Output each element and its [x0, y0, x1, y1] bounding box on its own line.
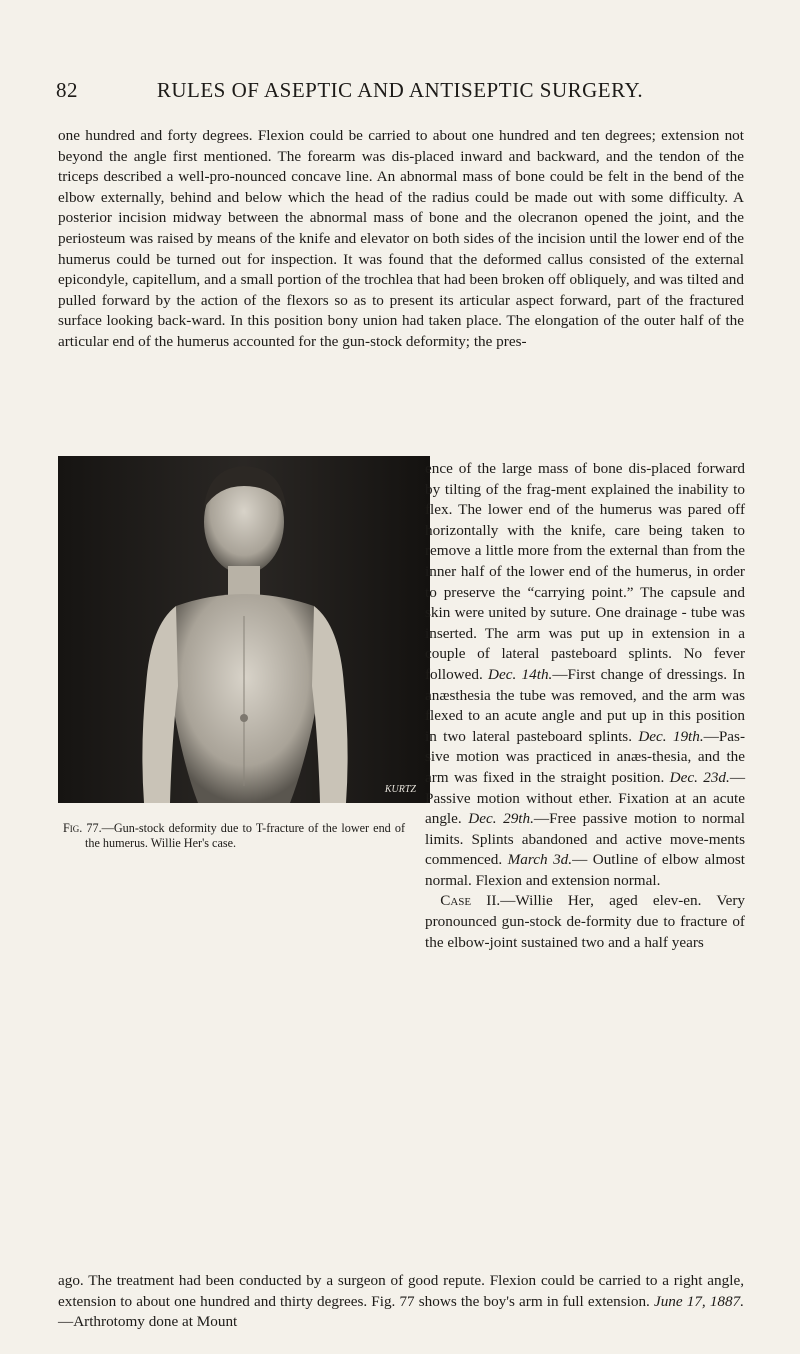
- figure-photograph: [58, 456, 430, 803]
- date-march-3: March 3d.: [507, 851, 573, 869]
- date-dec-29: Dec. 29th.: [468, 810, 534, 828]
- date-dec-14: Dec. 14th.: [488, 665, 553, 683]
- running-title: RULES OF ASEPTIC AND ANTISEPTIC SURGERY.: [156, 78, 644, 102]
- body-paragraph-3: [58, 1271, 744, 1333]
- paragraph-text: —Pas-sive motion was practiced in anæs-thesia, and the arm was fixed in the straight position.: [425, 727, 746, 786]
- paragraph-text: —Free passive motion to normal limits. Splints abandoned and active move-ments commenced.: [425, 810, 746, 869]
- body-paragraph-2: [425, 459, 745, 953]
- caption-label: Fig. 77.: [63, 821, 102, 836]
- body-paragraph-1: one hundred and forty degrees. Flexion could be carried to about one hundred and ten degrees; extension not beyond the angle first mentioned. The forearm was dis-placed inward and backward, and the tendon of the triceps described a well-pro-nounced concave line. An abnormal mass of bone could be felt in the bend of the elbow externally, behind and below which the head of the radius could be made out with some difficulty. A posterior incision midway between the abnormal mass of bone and the olecranon opened the joint, and the periosteum was raised by means of the knife and elevator on both sides of the incision until the lower end of the humerus could be turned out for inspection. It was found that the deformed callus consisted of the external epicondyle, capitellum, and a small portion of the trochlea that had been broken off obliquely, and was tilted and pulled forward by the action of the flexors so as to present its articular aspect forward, part of the fractured surface looking back-ward. In this position bony union had taken place. The elongation of the outer half of the articular end of the humerus accounted for the gun-stock deformity; the pres-: [58, 127, 744, 350]
- date-dec-19: Dec. 19th.: [638, 727, 704, 745]
- page-number: 82: [56, 78, 78, 102]
- date-dec-23: Dec. 23d.: [669, 768, 730, 786]
- case-label: Case II.: [440, 892, 501, 910]
- date-june-17: June 17, 1887.: [653, 1292, 745, 1310]
- figure-caption: [63, 821, 405, 851]
- paragraph-text: —Passive motion without ether. Fixation at an acute angle.: [425, 768, 745, 828]
- running-head: [56, 78, 744, 104]
- paragraph-text: —First change of dressings. In anæsthesia the tube was removed, and the arm was flexed to an acute angle and put up in this position in two lateral pasteboard splints.: [425, 665, 745, 745]
- photo-illustration: [58, 456, 430, 803]
- paragraph-text: —Arthrotomy done at Mount: [58, 1313, 238, 1331]
- paragraph-text: ago. The treatment had been conducted by a surgeon of good repute. Flexion could be carried to a right angle, extension to about one hundred and thirty degrees. Fig. 77 shows the boy's arm in full extension.: [58, 1272, 744, 1310]
- caption-text: —Gun-stock deformity due to T-fracture of the lower end of the humerus. Willie Her's case.: [85, 821, 405, 851]
- paragraph-text: — Outline of elbow almost normal. Flexion and extension normal.: [425, 851, 745, 889]
- paragraph-text: —Willie Her, aged elev-en. Very pronounced gun-stock de-formity due to fracture of the elbow-joint sustained two and a half years: [425, 892, 745, 951]
- paragraph-text: ence of the large mass of bone dis-placed forward by tilting of the frag-ment explained the inability to flex. The lower end of the humerus was pared off horizontally with the knife, care being taken to remove a little more from the external than from the inner half of the lower end of the humerus, in order to preserve the “carrying point.” The capsule and skin were united by suture. One drainage - tube was inserted. The arm was put up in extension in a couple of lateral pasteboard splints. No fever followed.: [425, 460, 745, 683]
- artist-signature: KURTZ: [384, 784, 416, 795]
